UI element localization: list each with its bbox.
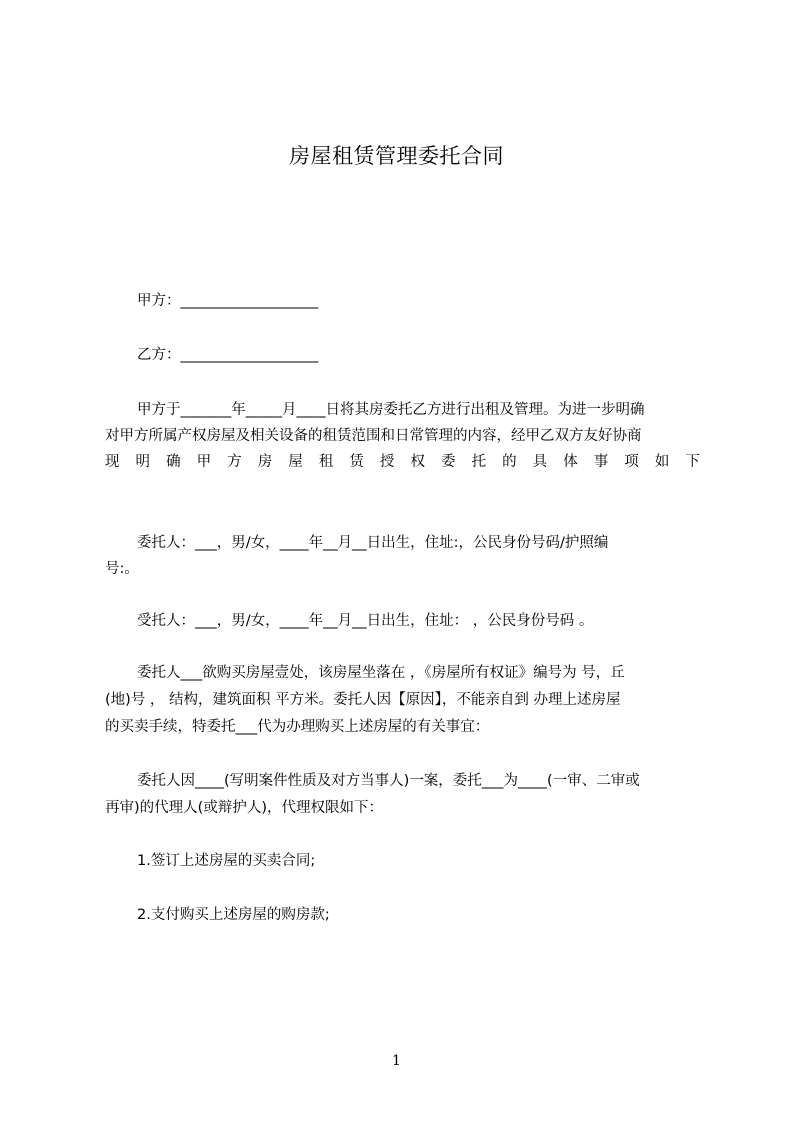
justified-char: 项 — [624, 454, 639, 470]
purchase-paragraph-line-2: (地)号 ， 结构，建筑面积 平方米。委托人因【原因】，不能亲自到 办理上述房屋 — [105, 692, 621, 708]
principal-line-1: 委托人：___，男/女，____年__月__日出生，住址:，公民身份号码/护照编 — [137, 535, 609, 551]
justified-char: 甲 — [196, 454, 212, 470]
justified-char: 权 — [410, 454, 425, 470]
purchase-paragraph-line-3: 的买卖手续，特委托___代为办理购买上述房屋的有关事宜： — [105, 719, 490, 735]
justified-char: 确 — [166, 454, 181, 470]
party-b-line: 乙方：___________________ — [137, 347, 319, 363]
justified-char: 具 — [532, 454, 548, 470]
list-item-2: 2.支付购买上述房屋的购房款; — [137, 907, 330, 923]
justified-char: 委 — [441, 454, 456, 470]
document-title: 房屋租赁管理委托合同 — [289, 144, 504, 168]
justified-char: 房 — [257, 454, 273, 470]
list-item-1: 1.签订上述房屋的买卖合同; — [137, 853, 316, 869]
agent-line: 受托人：___，男/女，____年__月__日出生，住址： ，公民身份号码 。 — [137, 613, 594, 629]
justified-char: 现 — [105, 454, 120, 470]
case-paragraph-line-1: 委托人因____(写明案件性质及对方当事人)一案，委托___为____(一审、二审或 — [137, 773, 640, 789]
justified-char: 授 — [379, 454, 395, 470]
party-a-line: 甲方：___________________ — [137, 293, 319, 309]
justified-char: 托 — [471, 454, 487, 470]
justified-char: 事 — [593, 454, 609, 470]
principal-line-2: 号:。 — [105, 561, 139, 577]
justified-char: 下 — [685, 454, 700, 470]
case-paragraph-line-2: 再审)的代理人(或辩护人)，代理权限如下： — [105, 800, 383, 816]
justified-char: 的 — [502, 454, 517, 470]
intro-paragraph-line-3 — [105, 449, 700, 475]
justified-char: 明 — [135, 454, 151, 470]
justified-char: 体 — [563, 454, 578, 470]
justified-char: 赁 — [349, 454, 364, 470]
justified-char: 方 — [227, 454, 242, 470]
justified-char: 屋 — [288, 454, 303, 470]
intro-paragraph-line-1: 甲方于_______年_____月____日将其房委托乙方进行出租及管理。为进一步明确 — [137, 402, 645, 418]
justified-char: 如 — [654, 454, 670, 470]
purchase-paragraph-line-1: 委托人___欲购买房屋壹处，该房屋坐落在 ，《房屋所有权证》编号为 号，丘 — [137, 665, 625, 681]
intro-paragraph-line-2: 对甲方所属产权房屋及相关设备的租赁范围和日常管理的内容，经甲乙双方友好协商 — [105, 428, 642, 444]
justified-char: 租 — [318, 454, 334, 470]
page-number: 1 — [392, 1053, 401, 1069]
